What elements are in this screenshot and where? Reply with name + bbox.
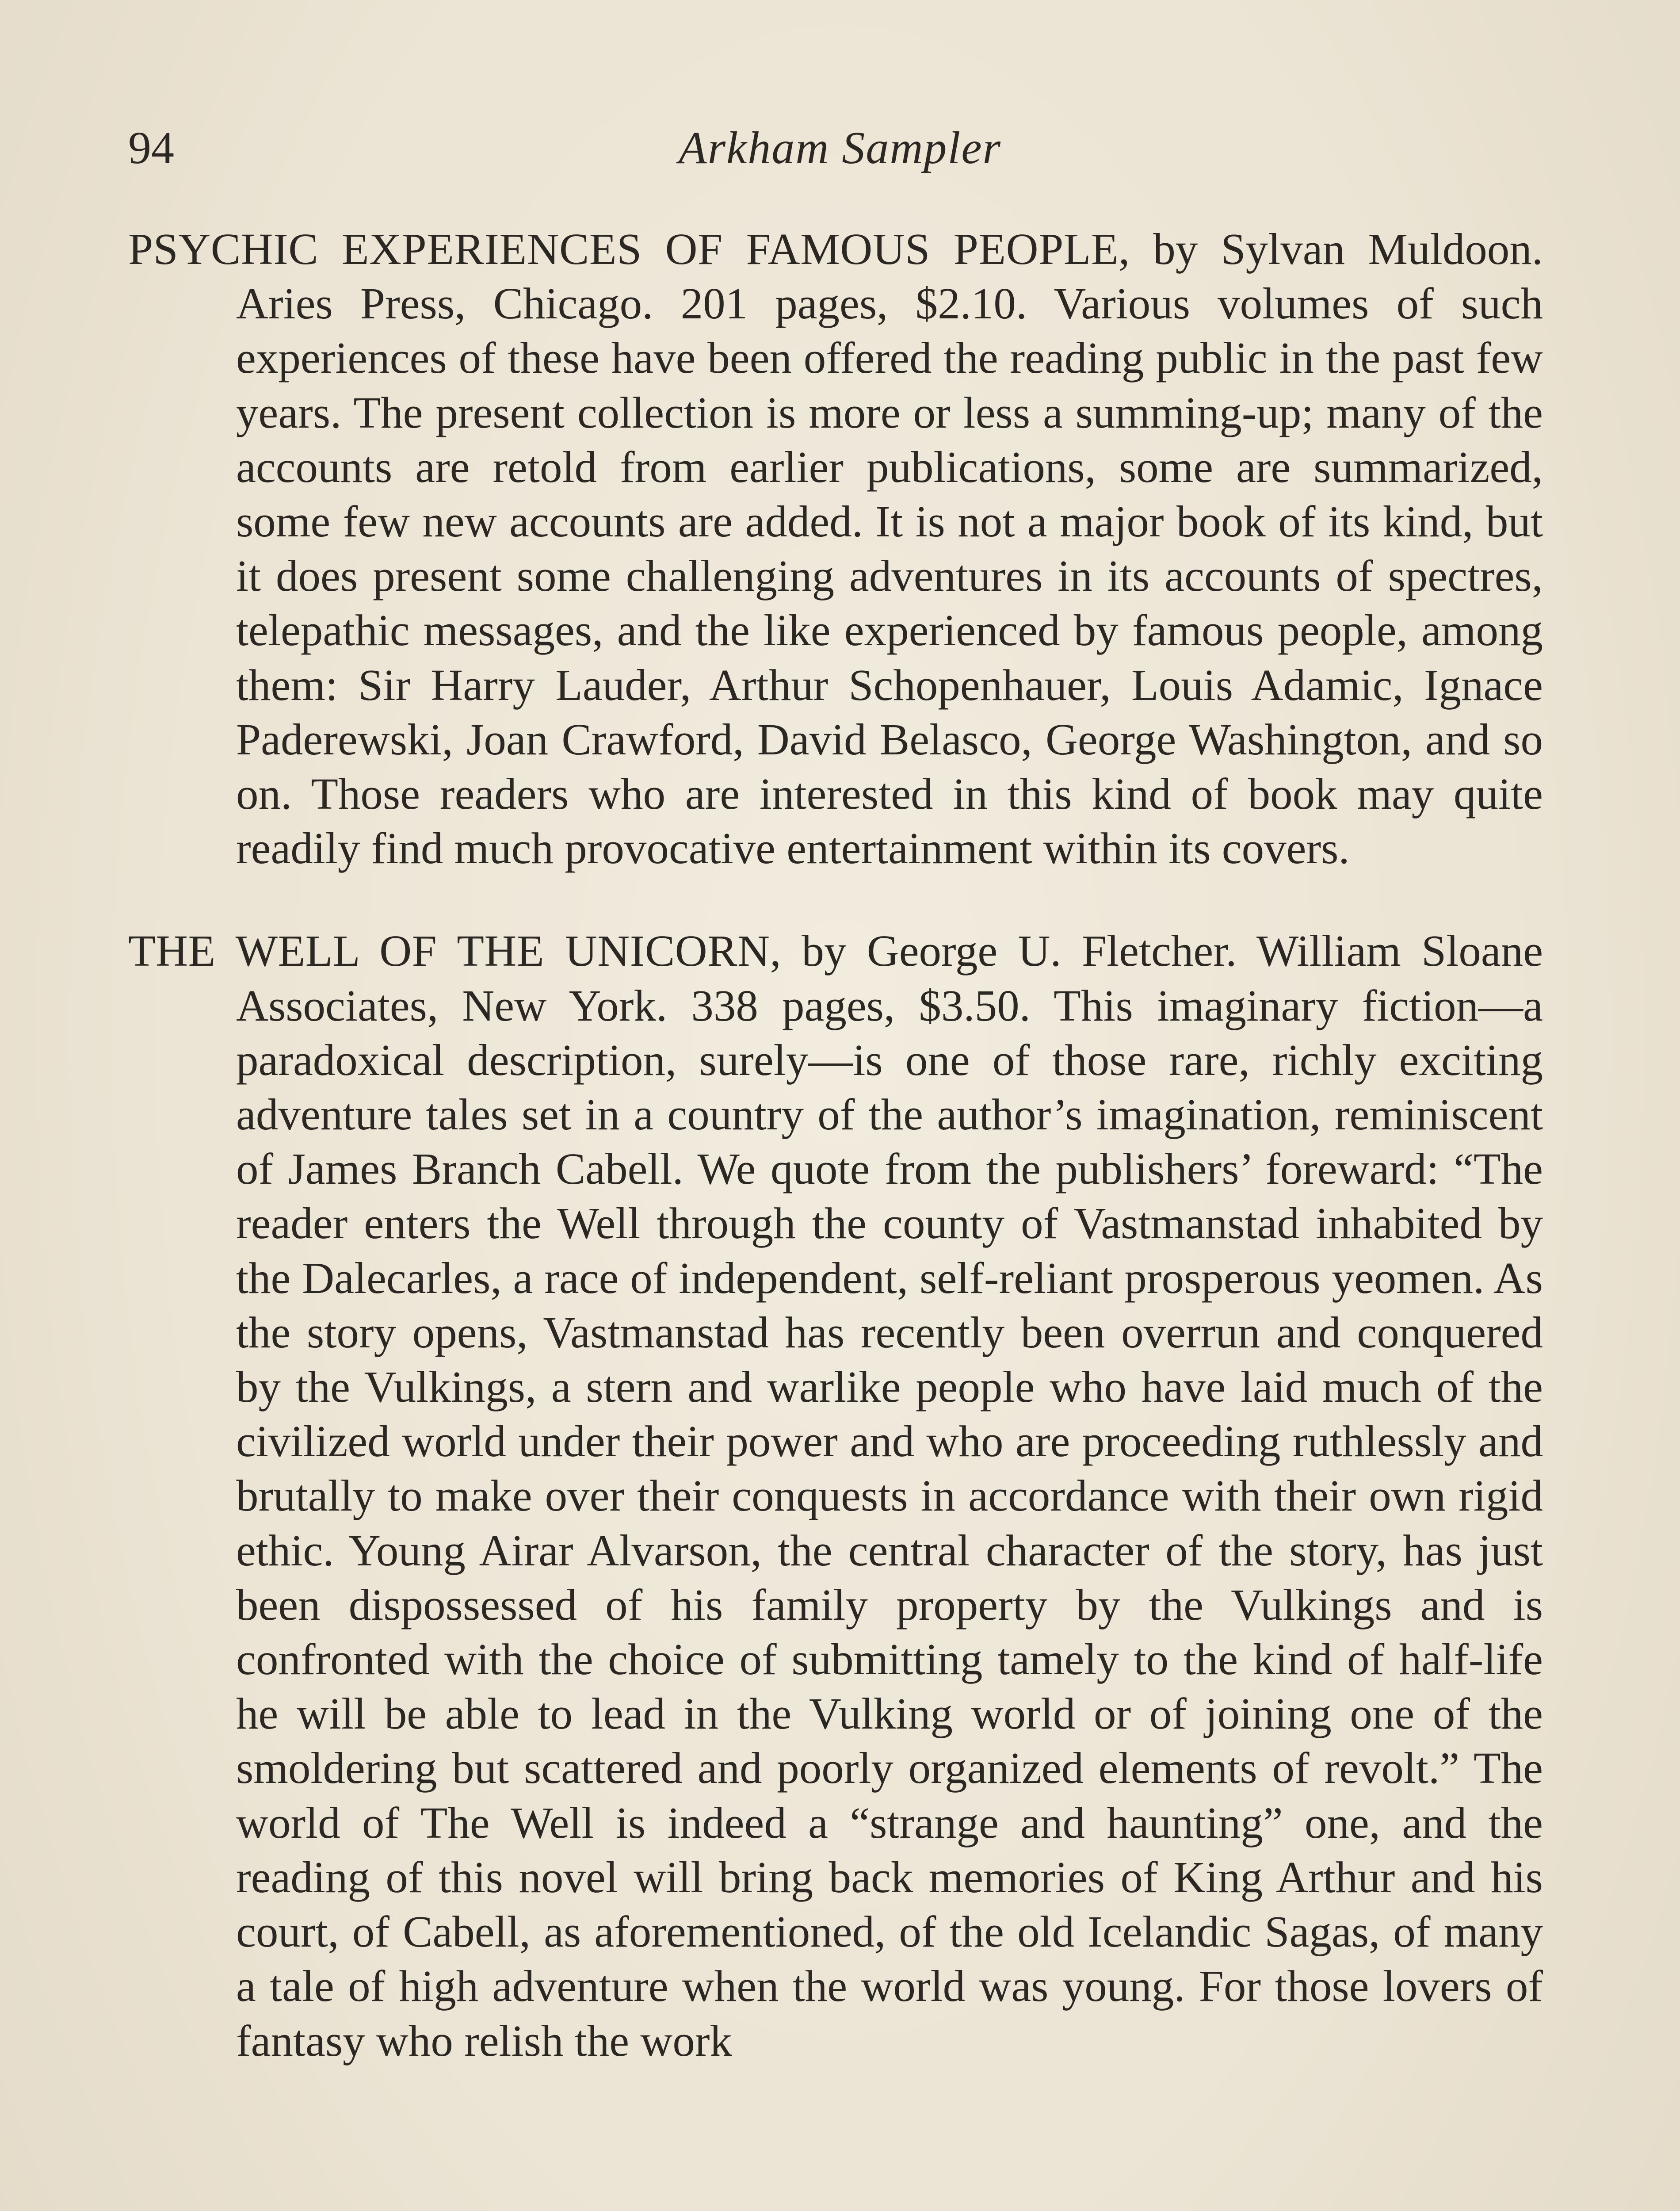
running-head-title: Arkham Sampler <box>679 122 1001 173</box>
review-body: by Sylvan Muldoon. Aries Press, Chicago. 201 pages, $2.10. Various volumes of such experiences of these have been offered the reading public in the past few years. The present collection is more or less a summing-up; many of the accounts are retold from earlier publications, some are summarized, some few new accounts are added. It is not a major book of its kind, but it does present some challenging adventures in its accounts of spectres, telepathic messages, and the like experienced by famous people, among them: Sir Harry Lauder, Arthur Schopenhauer, Louis Adamic, Ignace Paderewski, Joan Crawford, David Belasco, George Washington, and so on. Those readers who are interested in this kind of book may quite readily find much provocative entertainment within its covers. <box>236 224 1543 873</box>
review-body: by George U. Fletcher. William Sloane Associates, New York. 338 pages, $3.50. This imaginary fiction—a paradoxical description, surely—is one of those rare, richly exciting adventure tales set in a country of the author’s imagination, reminiscent of James Branch Cabell. We quote from the publishers’ foreward: “The reader enters the Well through the county of Vastmanstad inhabited by the Dalecarles, a race of independent, self-reliant prosperous yeomen. As the story opens, Vastmanstad has recently been overrun and conquered by the Vulkings, a stern and warlike people who have laid much of the civilized world under their power and who are proceeding ruthlessly and brutally to make over their conquests in accordance with their own rigid ethic. Young Airar Alvarson, the central character of the story, has just been dispossessed of his family property by the Vulkings and is confronted with the choice of submitting tamely to the kind of half-life he will be able to lead in the Vulking world or of joining one of the smoldering but scattered and poorly organized elements of revolt.” The world of The Well is indeed a “strange and haunting” one, and the reading of this novel will bring back memories of King Arthur and his court, of Cabell, as aforementioned, of the old Icelandic Sagas, of many a tale of high adventure when the world was young. For those lovers of fantasy who relish the work <box>236 926 1543 2066</box>
review-psychic-experiences <box>128 222 1543 876</box>
review-heading: THE WELL OF THE UNICORN, <box>128 926 782 976</box>
review-heading: PSYCHIC EXPERIENCES OF FAMOUS PEOPLE, <box>128 224 1130 274</box>
reviews-column <box>128 222 1543 2068</box>
running-head <box>0 119 1680 177</box>
page-number: 94 <box>128 122 174 173</box>
review-well-of-the-unicorn <box>128 924 1543 2068</box>
